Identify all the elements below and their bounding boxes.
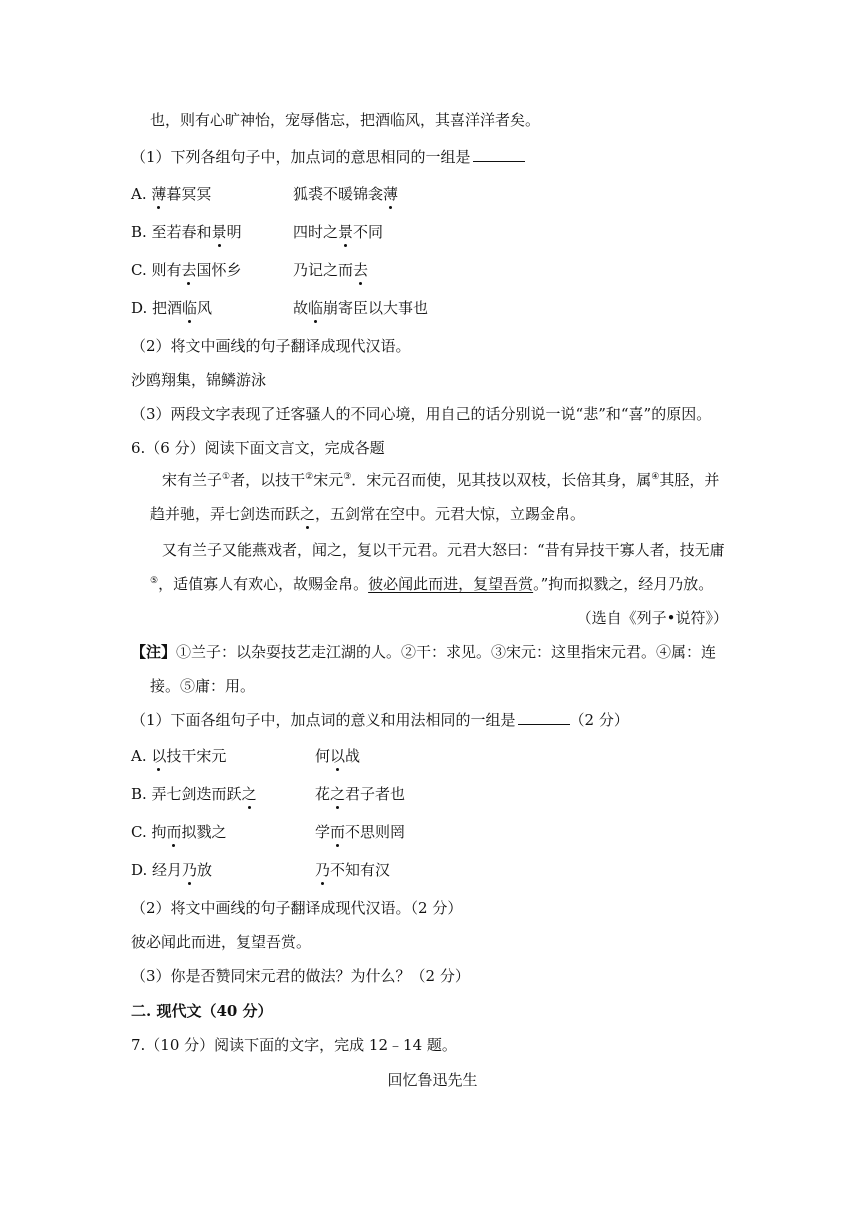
- dotted-char: 乃: [315, 861, 331, 879]
- paragraph-continuation: 也，则有心旷神怡，宠辱偕忘，把酒临风，其喜洋洋者矣。: [150, 111, 541, 129]
- q6-notes-line1: 【注】①兰子：以杂耍技艺走江湖的人。②干：求见。③宋元：这里指宋元君。④属：连: [131, 643, 717, 661]
- dotted-char: 去: [181, 261, 197, 279]
- underlined-sentence: 彼必闻此而进，复望吾赏: [368, 575, 534, 593]
- q7-heading: 7.（10 分）阅读下面的文字，完成 12﹣14 题。: [131, 1036, 457, 1054]
- dotted-char: 之: [330, 785, 346, 803]
- q6-passage-p1-line1: 宋有兰子①者，以技干②宋元③．宋元召而使，见其技以双枝，长倍其身，属④其胫，并: [162, 471, 720, 489]
- q6-heading: 6.（6 分）阅读下面文言文，完成各题: [131, 439, 385, 457]
- dotted-char: 景: [338, 223, 354, 241]
- q6-source: （选自《列子•说符》）: [576, 609, 728, 627]
- dotted-char: 薄: [383, 185, 399, 203]
- section-heading: 二. 现代文（40 分）: [131, 1002, 273, 1020]
- q5-sub1: （1）下列各组句子中，加点词的意思相同的一组是: [131, 147, 525, 167]
- q6-passage-p2-line2: ⑤，适值寡人有欢心，故赐金帛。彼必闻此而进，复望吾赏。”拘而拟戮之，经月乃放。: [150, 575, 714, 593]
- answer-blank: [473, 147, 525, 162]
- q6-passage-p1-line2: 趋并驰，弄七剑迭而跃之，五剑常在空中。元君大惊，立踢金帛。: [150, 505, 586, 523]
- q6-sub2: （2）将文中画线的句子翻译成现代汉语。（2 分）: [131, 899, 463, 917]
- article-title: 回忆鲁迅先生: [387, 1071, 478, 1089]
- q5-sub2: （2）将文中画线的句子翻译成现代汉语。: [131, 337, 411, 355]
- dotted-char: 临: [308, 299, 324, 317]
- dotted-char: 薄: [151, 185, 167, 203]
- dotted-char: 景: [211, 223, 227, 241]
- dotted-char: 之: [300, 505, 316, 523]
- dotted-char: 之: [241, 785, 257, 803]
- q5-sub2-sentence: 沙鸥翔集，锦鳞游泳: [131, 371, 267, 389]
- dotted-char: 以: [330, 747, 346, 765]
- dotted-char: 而: [166, 823, 182, 841]
- dotted-char: 去: [353, 261, 369, 279]
- q6-sub3: （3）你是否赞同宋元君的做法？为什么？（2 分）: [131, 967, 470, 985]
- dotted-char: 临: [182, 299, 198, 317]
- dotted-char: 乃: [182, 861, 198, 879]
- dotted-char: 而: [330, 823, 346, 841]
- q5-sub3: （3）两段文字表现了迁客骚人的不同心境，用自己的话分别说一说“悲”和“喜”的原因。: [131, 405, 712, 423]
- q6-notes-line2: 接。⑤庸：用。: [150, 677, 256, 695]
- q6-sub1: （1）下面各组句子中，加点词的意义和用法相同的一组是 （2 分）: [131, 711, 629, 729]
- q6-sub2-sentence: 彼必闻此而进，复望吾赏。: [131, 933, 312, 951]
- q6-passage-p2-line1: 又有兰子又能燕戏者，闻之，复以干元君。元君大怒曰：“昔有异技干寡人者，技无庸: [162, 541, 725, 559]
- answer-blank: [518, 710, 570, 725]
- dotted-char: 以: [151, 747, 167, 765]
